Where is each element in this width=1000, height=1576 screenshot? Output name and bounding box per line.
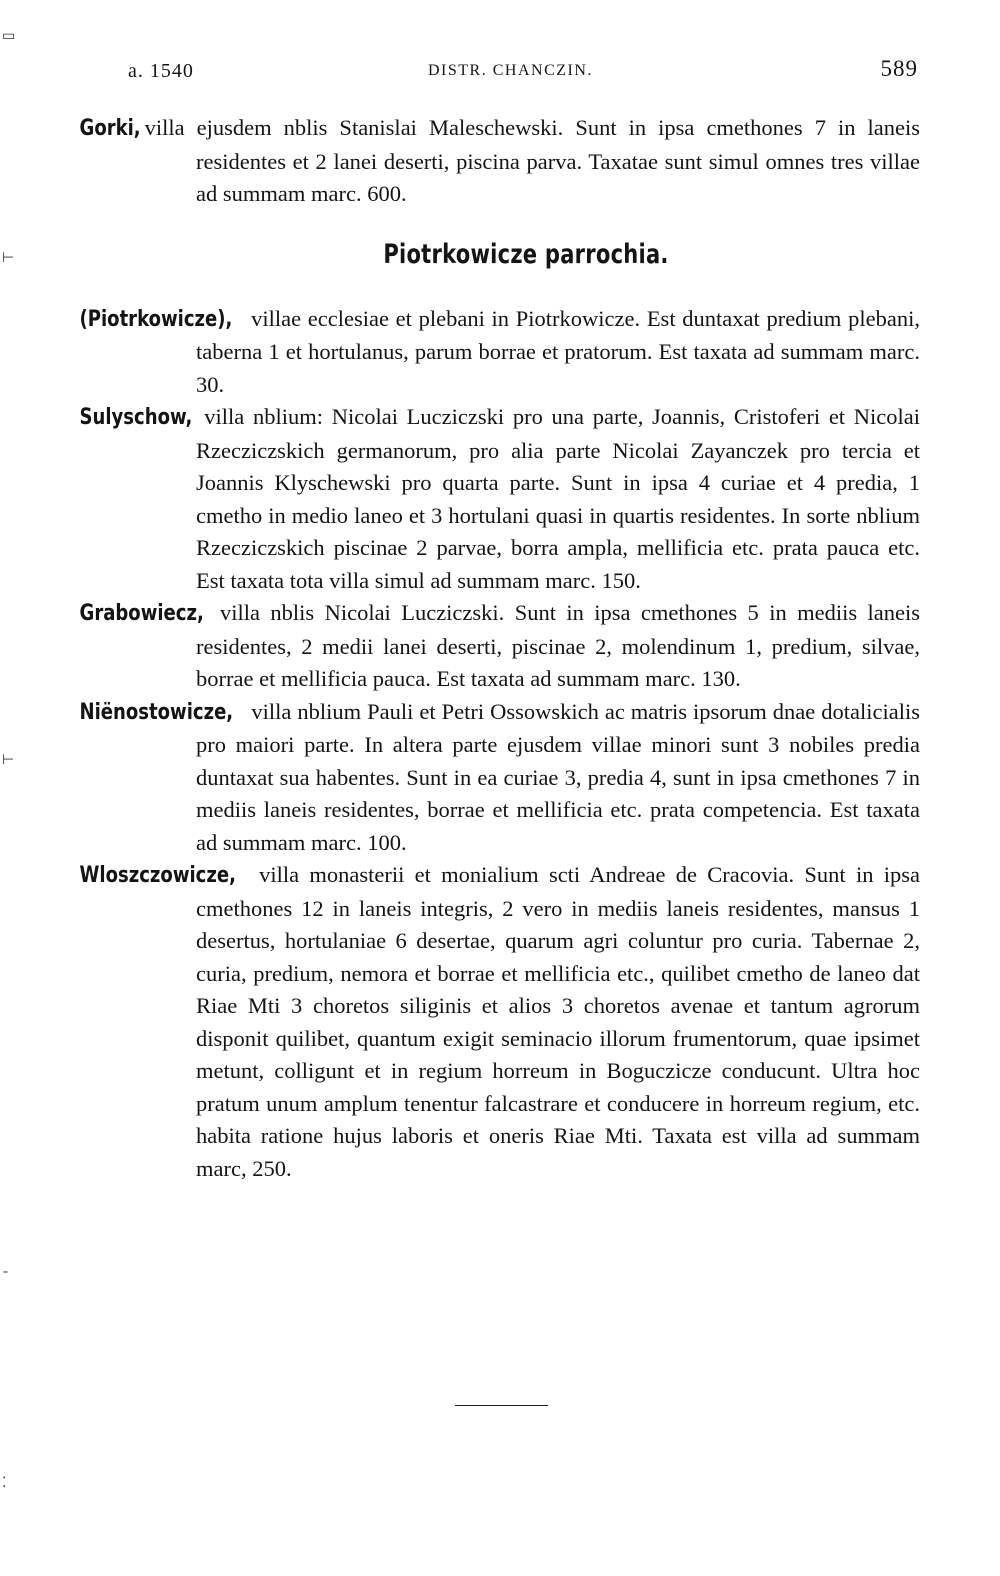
margin-mark: ⊢ bbox=[2, 250, 15, 266]
entry-name: Sulyschow, bbox=[79, 405, 193, 430]
running-head bbox=[128, 56, 918, 86]
entry-sulyschow bbox=[79, 401, 920, 597]
running-head-year: a. 1540 bbox=[128, 60, 194, 82]
margin-mark: ⁚ bbox=[2, 1475, 7, 1491]
page-body bbox=[79, 112, 920, 1185]
entry-text: villa nblium: Nicolai Lucziczski pro una parte, Joannis, Cristoferi et Nicolai Rzecziczskich germanorum, pro alia parte Nicolai Zayanczek pro tercia et Joannis Klyschewski pro quarta parte. Sunt in ipsa 4 curiae et 4 predia, 1 cmetho in medio laneo et 3 hortulani quasi in quartis residentes. In sorte nblium Rzecziczskich piscinae 2 parvae, borra ampla, mellificia etc. prata pauca etc. Est taxata tota villa simul ad summam marc. 150. bbox=[195, 404, 920, 593]
page-number: 589 bbox=[880, 56, 918, 81]
running-head-title: DISTR. CHANCZIN. bbox=[428, 62, 593, 79]
entry-name: Grabowiecz, bbox=[79, 601, 204, 626]
margin-mark: ˉ bbox=[2, 1270, 9, 1286]
entry-text: villae ecclesiae et plebani in Piotrkowicze. Est duntaxat predium plebani, taberna 1 et hortulanus, parum borrae et pratorum. Est taxata ad summam marc. 30. bbox=[196, 305, 920, 397]
entry-text: villa nblium Pauli et Petri Ossowskich ac matris ipsorum dnae dotalicialis pro maiori parte. In altera parte ejusdem villae minori sunt 3 nobiles predia duntaxat sua habentes. Sunt in ea curiae 3, predia 4, sunt in ipsa cmethones 7 in mediis laneis residentes, borrae et mellificia etc. prata competencia. Est taxata ad summam marc. 100. bbox=[196, 698, 920, 855]
entry-name: Niënostowicze, bbox=[79, 699, 234, 725]
entry-nienostowicze bbox=[79, 696, 920, 860]
margin-mark: ⊢ bbox=[2, 752, 15, 768]
section-heading: Piotrkowicze parrochia. bbox=[383, 238, 669, 270]
entry-grabowiecz bbox=[79, 597, 920, 696]
entry-text: villa nblis Nicolai Lucziczski. Sunt in ipsa cmethones 5 in mediis laneis residentes, 2 medii lanei deserti, piscinae 2, molendinum 1, predium, silvae, borrae et mellificia pauca. Est taxata ad summam marc. 130. bbox=[196, 600, 920, 691]
entry-name: Gorki, bbox=[79, 116, 141, 141]
margin-mark: ▭ bbox=[2, 28, 16, 44]
entry-wloszczowicze bbox=[79, 859, 920, 1185]
entry-piotrkowicze bbox=[79, 303, 920, 402]
entry-text: villa monasterii et monialium scti Andreae de Cracovia. Sunt in ipsa cmethones 12 in laneis integris, 2 vero in mediis laneis residentes, mansus 1 desertus, hortulaniae 6 desertae, quarum agri coluntur pro curia. Tabernae 2, curia, predium, nemora et borrae et mellificia etc., quilibet cmetho de laneo dat Riae Mti 3 choretos siliginis et alios 3 choretos avenae et tantum agrorum disponit quilibet, quantum exigit seminacio illorum frumentorum, quae ipsimet metunt, colligunt et in regium horreum in Boguczicze conducunt. Ultra hoc pratum unum amplum tenentur falcastrare et conducere in horreum regium, etc. habita ratione hujus laboris et oneris Riae Mti. Taxata est villa ad summam marc, 250. bbox=[196, 862, 920, 1181]
closing-rule bbox=[455, 1405, 548, 1406]
entry-gorki bbox=[79, 112, 920, 211]
entry-name: Wloszczowicze, bbox=[79, 863, 236, 888]
entry-name: (Piotrkowicze), bbox=[79, 306, 233, 332]
entry-text: villa ejusdem nblis Stanislai Maleschewski. Sunt in ipsa cmethones 7 in laneis residentes et 2 lanei deserti, piscina parva. Taxatae sunt simul omnes tres villae ad summam marc. 600. bbox=[132, 115, 920, 206]
